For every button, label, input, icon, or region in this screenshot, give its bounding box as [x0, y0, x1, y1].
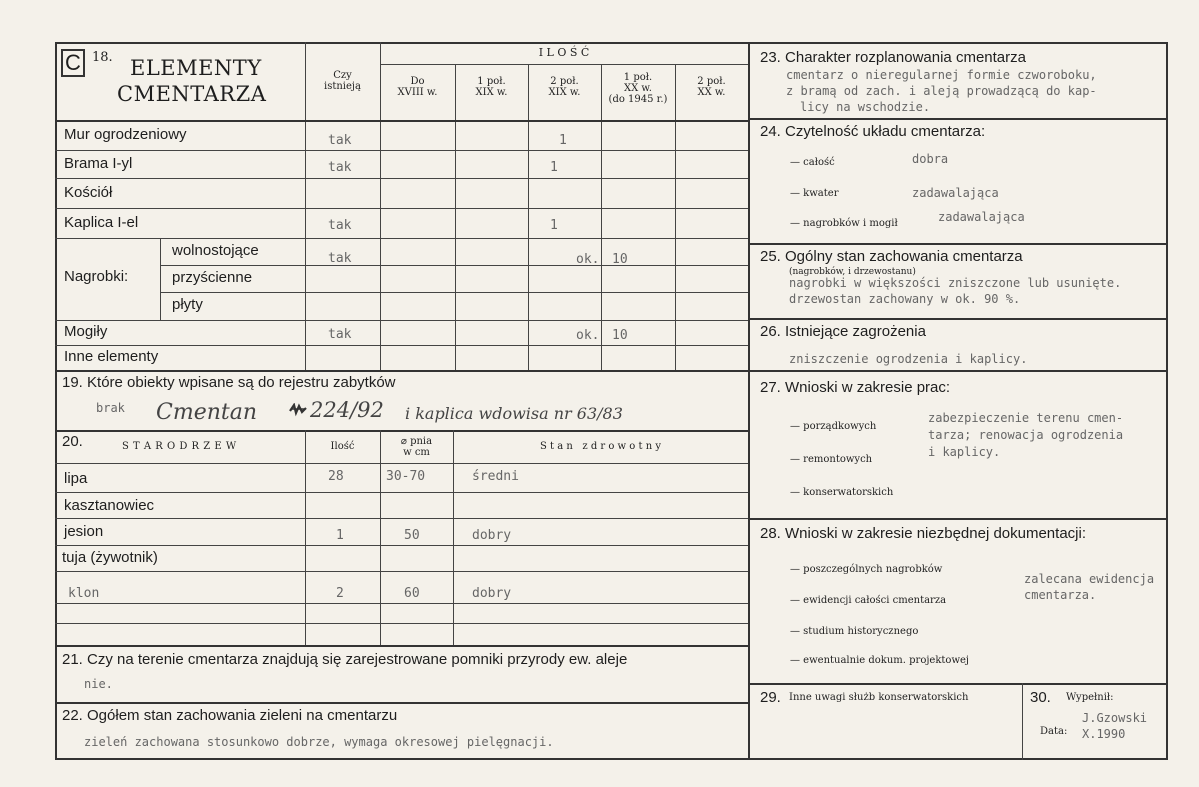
- row-label: Kaplica I-el: [64, 214, 139, 231]
- col-line: [528, 64, 529, 370]
- row-line: [55, 571, 748, 572]
- section-22-title: 22. Ogółem stan zachowania zieleni na cmentarzu: [62, 707, 398, 724]
- section-23-line: licy na wschodzie.: [800, 100, 931, 114]
- section-badge: C: [61, 49, 85, 77]
- tree-name: tuja (żywotnik): [62, 549, 158, 566]
- item-label: — kwater: [790, 188, 839, 199]
- col-header-period: [528, 76, 601, 98]
- nagrobki-sub: przyścienne: [172, 269, 253, 286]
- period-line: 1 poł.: [623, 72, 653, 83]
- tree-health: dobry: [472, 528, 512, 543]
- row-line: [55, 518, 748, 519]
- col-header-count: Ilość: [330, 441, 355, 452]
- row-label: Kościół: [64, 184, 113, 201]
- row-line: [55, 623, 748, 624]
- col-header-exists-line2: istnieją: [324, 81, 361, 92]
- period-line: XIX w.: [548, 87, 581, 98]
- period-line: Do: [410, 76, 425, 87]
- section-28-line: cmentarza.: [1024, 588, 1097, 602]
- divider-26-27: [748, 370, 1168, 372]
- item-label: — poszczególnych nagrobków: [790, 564, 943, 575]
- center-divider: [748, 42, 750, 760]
- tree-name: lipa: [64, 470, 88, 487]
- handwritten-cmentarz: Cmentan: [156, 400, 258, 425]
- col-header-diameter: [380, 436, 453, 458]
- section-25-subtitle: (nagrobków, i drzewostanu): [789, 267, 916, 277]
- divider-27-28: [748, 518, 1168, 520]
- section-27-line: i kaplicy.: [928, 445, 1001, 459]
- divider-19-20: [55, 430, 748, 432]
- nagrobki-value: 10: [612, 252, 628, 267]
- tree-name: klon: [68, 586, 100, 601]
- tree-count: 2: [336, 586, 344, 601]
- date-label: Data:: [1040, 726, 1068, 737]
- item-value: zadawalająca: [938, 210, 1025, 224]
- row-line: [160, 292, 748, 293]
- divider-20-21: [55, 645, 748, 647]
- row-line: [55, 208, 748, 209]
- item-label: — remontowych: [790, 454, 873, 465]
- tree-diameter: 30-70: [386, 469, 426, 484]
- inne-label: Inne elementy: [64, 348, 159, 365]
- starodrzew-header: S T A R O D R Z E W: [122, 441, 237, 452]
- divider-23-24: [748, 118, 1168, 120]
- item-label: — konserwatorskich: [790, 487, 894, 498]
- col-line: [455, 64, 456, 370]
- period-line: XVIII w.: [397, 87, 438, 98]
- diam-line: w cm: [403, 447, 430, 458]
- item-label: — ewentualnie dokum. projektowej: [790, 655, 970, 666]
- item-value: zadawalająca: [912, 186, 999, 200]
- section-25-title: 25. Ogólny stan zachowania cmentarza: [760, 248, 1023, 265]
- divider-21-22: [55, 702, 748, 704]
- row-exists: tak: [328, 160, 352, 175]
- item-label: — studium historycznego: [790, 626, 919, 637]
- row-exists: tak: [328, 133, 352, 148]
- nagrobki-label: Nagrobki:: [64, 268, 129, 285]
- section-25-line: drzewostan zachowany w ok. 90 %.: [789, 292, 1021, 306]
- section-19-title: 19. Które obiekty wpisane są do rejestru zabytków: [62, 374, 396, 391]
- row-line: [55, 178, 748, 179]
- row-line: [55, 120, 748, 122]
- tree-diameter: 60: [404, 586, 420, 601]
- filled-by-name: J.Gzowski: [1082, 711, 1148, 725]
- row-line: [55, 603, 748, 604]
- section-title-line1: ELEMENTY: [130, 56, 262, 80]
- nagrobki-sub: wolnostojące: [172, 242, 259, 259]
- item-label: — ewidencji całości cmentarza: [790, 595, 947, 606]
- mogily-ok: ok.: [576, 328, 600, 343]
- item-value: dobra: [912, 152, 949, 166]
- period-line: XX w.: [624, 83, 652, 94]
- section-30-title: Wypełnił:: [1066, 692, 1114, 703]
- col-header-exists: [305, 70, 380, 92]
- row-label: Mur ogrodzeniowy: [64, 126, 187, 143]
- col-header-health: S t a n z d r o w o t n y: [540, 441, 661, 452]
- col-header-period: [601, 72, 675, 105]
- tree-name: jesion: [64, 523, 104, 540]
- section-21-answer: nie.: [84, 677, 113, 691]
- row-line: [55, 320, 748, 321]
- period-line: 2 poł.: [550, 76, 579, 87]
- col-header-period: [455, 76, 528, 98]
- section-22-answer: zieleń zachowana stosunkowo dobrze, wymaga okresowej pielęgnacji.: [84, 735, 554, 749]
- col-header-period: [380, 76, 455, 98]
- row-mark: 1: [550, 160, 558, 175]
- date-value: X.1990: [1082, 727, 1126, 741]
- section-23-line: z bramą od zach. i aleją prowadzącą do kap-: [786, 84, 1097, 98]
- section-number: 18.: [92, 50, 113, 65]
- handwritten-chapel-register: i kaplica wdowisa nr 63/83: [405, 404, 623, 423]
- row-line: [55, 150, 748, 151]
- section-26-answer: zniszczenie ogrodzenia i kaplicy.: [789, 352, 1028, 366]
- period-line: XIX w.: [475, 87, 508, 98]
- row-line: [55, 345, 748, 346]
- section-24-title: 24. Czytelność układu cmentarza:: [760, 123, 986, 140]
- col-header-period: [675, 76, 748, 98]
- row-line: [380, 64, 748, 65]
- divider-24-25: [748, 243, 1168, 245]
- mogily-value: 10: [612, 328, 628, 343]
- row-exists: tak: [328, 218, 352, 233]
- section-title-line2: CMENTARZA: [117, 82, 267, 106]
- section-27-title: 27. Wnioski w zakresie prac:: [760, 379, 951, 396]
- period-line: 2 poł.: [697, 76, 726, 87]
- section-25-line: nagrobki w większości zniszczone lub usunięte.: [789, 276, 1122, 290]
- section-23-title: 23. Charakter rozplanowania cmentarza: [760, 49, 1026, 66]
- row-line: [55, 463, 748, 464]
- col-header-exists-line1: Czy: [333, 70, 352, 81]
- col-line: [675, 64, 676, 370]
- section-20-number: 20.: [62, 433, 83, 450]
- row-label: Brama I-yl: [64, 155, 133, 172]
- nagrobki-exists: tak: [328, 251, 352, 266]
- row-line: [55, 238, 748, 239]
- nagrobki-ok: ok.: [576, 252, 600, 267]
- row-line: [55, 545, 748, 546]
- mogily-label: Mogiły: [64, 323, 108, 340]
- col-header-ilosc: I L O Ś Ć: [538, 46, 590, 59]
- divider-28-29: [748, 683, 1168, 685]
- section-26-title: 26. Istniejące zagrożenia: [760, 323, 926, 340]
- section-19-typed: brak: [96, 401, 125, 415]
- section-30-number: 30.: [1030, 689, 1051, 706]
- divider-29-30: [1022, 683, 1023, 760]
- tree-count: 1: [336, 528, 344, 543]
- period-line: XX w.: [697, 87, 726, 98]
- section-23-line: cmentarz o nieregularnej formie czworoboku,: [786, 68, 1097, 82]
- diam-line: ⌀ pnia: [400, 436, 433, 447]
- item-label: — nagrobków i mogił: [790, 218, 898, 229]
- section-28-title: 28. Wnioski w zakresie niezbędnej dokumentacji:: [760, 525, 1086, 542]
- item-label: — całość: [790, 157, 835, 168]
- period-line: 1 poł.: [477, 76, 506, 87]
- row-mark: 1: [550, 218, 558, 233]
- section-29-title: Inne uwagi służb konserwatorskich: [789, 692, 969, 703]
- divider-25-26: [748, 318, 1168, 320]
- section-27-line: zabezpieczenie terenu cmen-: [928, 411, 1124, 425]
- row-line: [55, 492, 748, 493]
- divider-18-19: [55, 370, 748, 372]
- tree-count: 28: [328, 469, 344, 484]
- handwritten-register-number: 224/92: [310, 398, 384, 422]
- row-mark: 1: [559, 133, 567, 148]
- nagrobki-sub: płyty: [172, 296, 203, 313]
- tree-health: średni: [472, 469, 519, 484]
- scribble-mark: [289, 402, 307, 416]
- period-line: (do 1945 r.): [608, 94, 668, 105]
- tree-diameter: 50: [404, 528, 420, 543]
- col-line: [601, 64, 602, 370]
- section-27-line: tarza; renowacja ogrodzenia: [928, 428, 1124, 442]
- section-29-number: 29.: [760, 689, 781, 706]
- tree-health: dobry: [472, 586, 512, 601]
- tree-name: kasztanowiec: [64, 497, 155, 514]
- section-28-line: zalecana ewidencja: [1024, 572, 1155, 586]
- row-line: [160, 265, 748, 266]
- mogily-exists: tak: [328, 327, 352, 342]
- item-label: — porządkowych: [790, 421, 877, 432]
- section-21-title: 21. Czy na terenie cmentarza znajdują się zarejestrowane pomniki przyrody ew. aleje: [62, 651, 628, 668]
- col-line: [160, 238, 161, 320]
